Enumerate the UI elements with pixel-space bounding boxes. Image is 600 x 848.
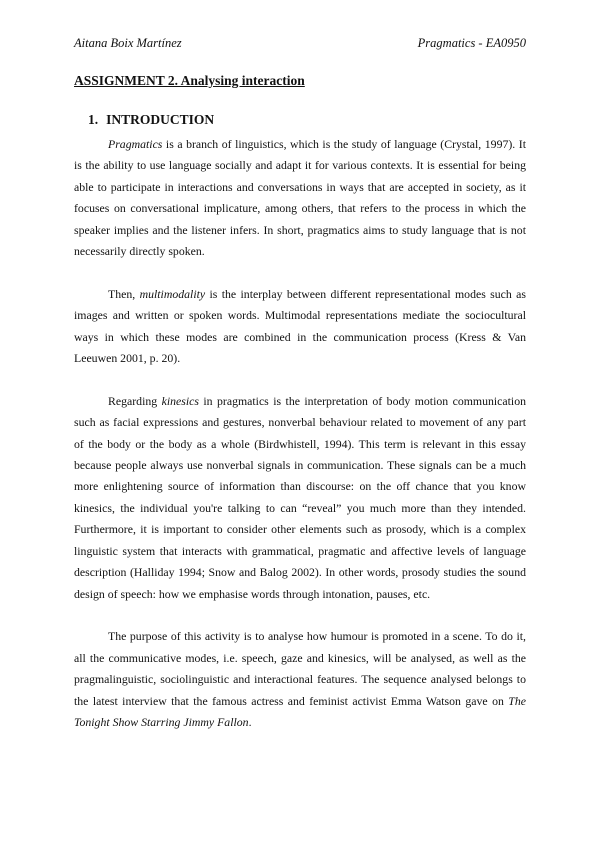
- paragraph-purpose-text: The purpose of this activity is to analyse how humour is promoted in a scene. To do it, all the communicative modes, i.e. speech, gaze and kinesics, will be analysed, as well as the pragmalinguistic, sociolinguistic and interactional features. The sequence analysed belongs to the latest interview that the famous actress and feminist activist Emma Watson gave on: [74, 629, 526, 708]
- paragraph-multimodality: [74, 284, 526, 370]
- header-author: Aitana Boix Martínez: [74, 36, 182, 50]
- paragraph-purpose-end: .: [248, 714, 252, 729]
- body-text: [74, 134, 526, 733]
- paragraph-purpose: [74, 626, 526, 733]
- running-header: [74, 36, 526, 51]
- paragraph-kinesics: [74, 391, 526, 605]
- term-pragmatics: Pragmatics: [108, 137, 163, 151]
- show-title: The Tonight Show Starring Jimmy Fallon: [74, 693, 526, 729]
- term-kinesics: kinesics: [161, 393, 199, 408]
- paragraph-kinesics-lead: Regarding: [108, 393, 162, 408]
- assignment-title: ASSIGNMENT 2. Analysing interaction: [74, 73, 305, 88]
- paragraph-pragmatics: [74, 134, 526, 262]
- term-multimodality: multimodality: [139, 286, 206, 301]
- paragraph-multimodality-text: is the interplay between different representational modes such as images and written or spoken words. Multimodal representations mediate the sociocultural ways in which these modes are combined in the communication process (Kress & Van Leeuwen 2001, p. 20).: [74, 286, 526, 366]
- header-course: Pragmatics - EA0950: [417, 36, 526, 50]
- paragraph-multimodality-lead: Then,: [108, 286, 140, 301]
- paragraph-kinesics-text: in pragmatics is the interpretation of body motion communication such as facial expressions and gestures, nonverbal behaviour related to movement of any part of the body or the body as a whole (Birdwhistell, 1994). This term is relevant in this essay because people always use nonverbal signals in communication. These signals can be a much more enlightening source of information than discourse: on the off chance that you know kinesics, the individual you're talking to can “reveal” you much more than they intended. Furthermore, it is important to consider other elements such as prosody, which is a complex linguistic system that interacts with grammatical, pragmatic and affective levels of language description (Halliday 1994; Snow and Balog 2002). In other words, prosody studies the sound design of speech: how we emphasise words through intonation, pauses, etc.: [74, 393, 526, 601]
- section-heading: [88, 112, 214, 128]
- section-number: 1.: [88, 112, 99, 127]
- paragraph-pragmatics-text: is a branch of linguistics, which is the study of language (Crystal, 1997). It is the ability to use language socially and adapt it for various contexts. It is essential for being able to participate in interactions and conversations in ways that are accepted in society, as it focuses on conversational implicature, among others, that refers to the process in which the speaker implies and the listener infers. In short, pragmatics aims to study language that is not necessarily directly spoken.: [74, 137, 526, 259]
- section-title: INTRODUCTION: [106, 112, 215, 127]
